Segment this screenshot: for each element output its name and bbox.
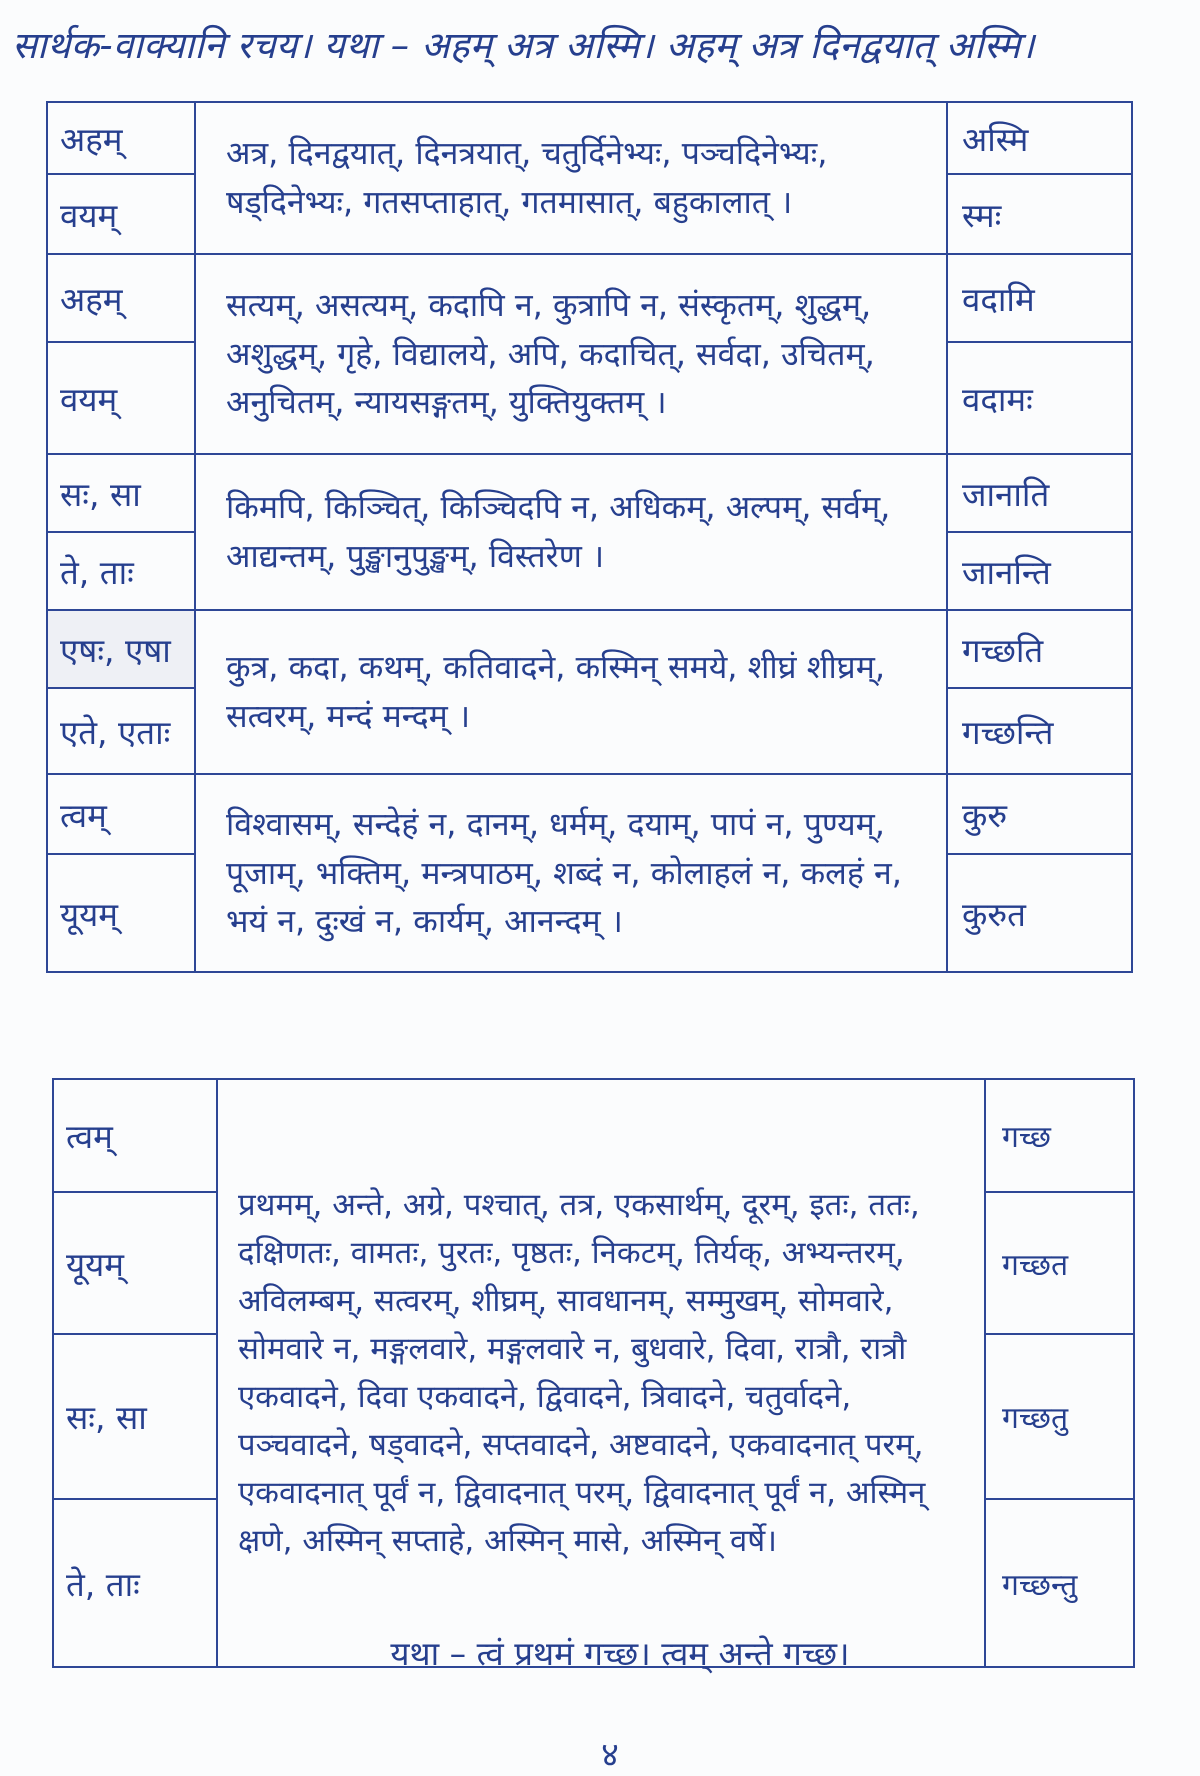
subject-cell: यूयम् <box>53 1192 217 1334</box>
verb-cell: स्मः <box>947 174 1132 254</box>
subject-cell: वयम् <box>47 174 195 254</box>
subject-cell: सः, सा <box>53 1334 217 1499</box>
subject-cell: यूयम् <box>47 854 195 972</box>
word-list-cell: सत्यम्, असत्यम्, कदापि न, कुत्रापि न, संस्कृतम्, शुद्धम्, अशुद्धम्, गृहे, विद्यालये, अपि, कदाचित्, सर्वदा, उचितम्, अनुचितम्, न्यायसङ्गतम्, युक्तियुक्तम् । <box>195 254 947 454</box>
subject-cell: सः, सा <box>47 454 195 532</box>
subject-cell: वयम् <box>47 342 195 454</box>
verb-cell: गच्छन्ति <box>947 688 1132 774</box>
table-row <box>47 774 1132 854</box>
word-list-cell: किमपि, किञ्चित्, किञ्चिदपि न, अधिकम्, अल्पम्, सर्वम्, आद्यन्तम्, पुङ्खानुपुङ्खम्, विस्तरेण । <box>195 454 947 610</box>
word-list-cell: विश्वासम्, सन्देहं न, दानम्, धर्मम्, दयाम्, पापं न, पुण्यम्, पूजाम्, भक्तिम्, मन्त्रपाठम्, शब्दं न, कोलाहलं न, कलहं न, भयं न, दुःखं न, कार्यम्, आनन्दम् । <box>195 774 947 972</box>
subject-cell: एते, एताः <box>47 688 195 774</box>
verb-cell: गच्छति <box>947 610 1132 688</box>
page-number: ४ <box>601 1735 619 1775</box>
subject-cell: अहम् <box>47 254 195 342</box>
verb-cell: गच्छत <box>985 1192 1134 1334</box>
table-row <box>53 1079 1134 1192</box>
subject-cell: ते, ताः <box>53 1499 217 1667</box>
verb-cell: जानाति <box>947 454 1132 532</box>
word-list-cell: अत्र, दिनद्वयात्, दिनत्रयात्, चतुर्दिनेभ्यः, पञ्चदिनेभ्यः, षड्दिनेभ्यः, गतसप्ताहात्, गतमासात्, बहुकालात् । <box>195 102 947 254</box>
verb-cell: गच्छतु <box>985 1334 1134 1499</box>
verb-cell: गच्छन्तु <box>985 1499 1134 1667</box>
verb-cell: कुरुत <box>947 854 1132 972</box>
example-sentence: यथा – त्वं प्रथमं गच्छ। त्वम् अन्ते गच्छ। <box>390 1634 850 1673</box>
sentence-table-2 <box>52 1078 1135 1668</box>
subject-cell: त्वम् <box>53 1079 217 1192</box>
verb-cell: कुरु <box>947 774 1132 854</box>
word-list-cell: प्रथमम्, अन्ते, अग्रे, पश्चात्, तत्र, एकसार्थम्, दूरम्, इतः, ततः, दक्षिणतः, वामतः, पुरतः, पृष्ठतः, निकटम्, तिर्यक्, अभ्यन्तरम्, अविलम्बम्, सत्वरम्, शीघ्रम्, सावधानम्, सम्मुखम्, सोमवारे, सोमवारे न, मङ्गलवारे, मङ्गलवारे न, बुधवारे, दिवा, रात्रौ, रात्रौ एकवादने, दिवा एकवादने, द्विवादने, त्रिवादने, चतुर्वादने, पञ्चवादने, षड्वादने, सप्तवादने, अष्टवादने, एकवादनात् परम्, एकवादनात् पूर्वं न, द्विवादनात् परम्, द्विवादनात् पूर्वं न, अस्मिन् क्षणे, अस्मिन् सप्ताहे, अस्मिन् मासे, अस्मिन् वर्षे। <box>217 1079 985 1667</box>
table-row <box>47 610 1132 688</box>
subject-cell: अहम् <box>47 102 195 174</box>
table-row <box>47 254 1132 342</box>
verb-cell: वदामि <box>947 254 1132 342</box>
exercise-heading: सार्थक-वाक्यानि रचय। यथा – अहम् अत्र अस्मि। अहम् अत्र दिनद्वयात् अस्मि। <box>12 24 1035 67</box>
word-list-cell: कुत्र, कदा, कथम्, कतिवादने, कस्मिन् समये, शीघ्रं शीघ्रम्, सत्वरम्, मन्दं मन्दम् । <box>195 610 947 774</box>
subject-cell: त्वम् <box>47 774 195 854</box>
subject-cell: एषः, एषा <box>47 610 195 688</box>
verb-cell: अस्मि <box>947 102 1132 174</box>
verb-cell: गच्छ <box>985 1079 1134 1192</box>
table-row <box>47 102 1132 174</box>
subject-cell: ते, ताः <box>47 532 195 610</box>
sentence-table-1 <box>46 101 1133 973</box>
verb-cell: वदामः <box>947 342 1132 454</box>
table-row <box>47 454 1132 532</box>
verb-cell: जानन्ति <box>947 532 1132 610</box>
